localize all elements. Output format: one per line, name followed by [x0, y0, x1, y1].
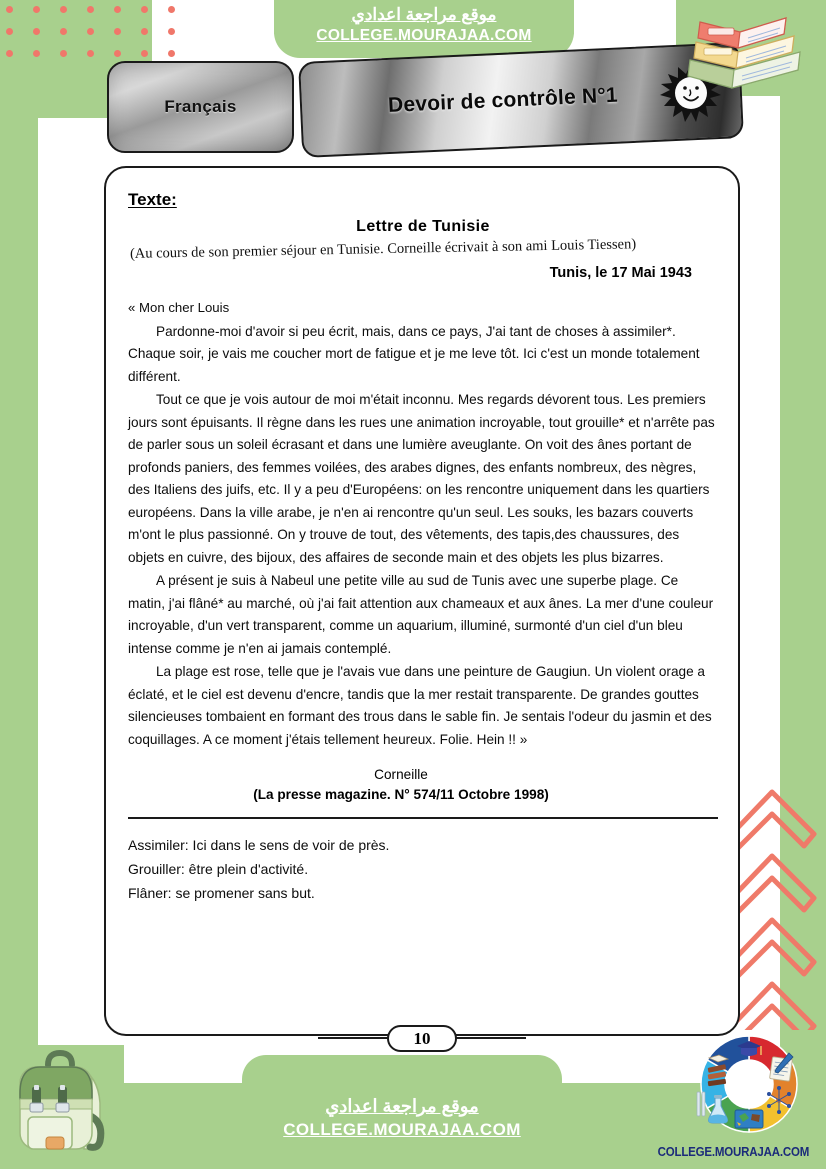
brand-url-bottom: COLLEGE.MOURAJAA.COM [283, 1120, 521, 1139]
letter-paragraph: La plage est rose, telle que je l'avais vue dans une peinture de Gaugiun. Un violent orage a éclaté, et le ciel est devenu d'encre, tandis que la mer restait transparente. De grandes gouttes silencieuses tombaient en formant des trous dans le sable fin. Je sentais l'odeur du jasmin et des coquillages. A ce moment j'étais tellement heureux. Folie. Hein !! » [128, 664, 712, 747]
brand-url-top: COLLEGE.MOURAJAA.COM [316, 27, 532, 44]
letter-body [128, 297, 718, 751]
letter-salutation: « Mon cher Louis [128, 300, 230, 315]
glossary-divider [128, 817, 718, 819]
dot [6, 6, 13, 13]
education-donut-logo [690, 1029, 808, 1139]
dot [60, 28, 67, 35]
backpack-illustration [14, 1041, 118, 1159]
document-subtitle: (Au cours de son premier séjour en Tunisie. Corneille écrivait à son ami Louis Tiessen) [129, 236, 637, 262]
dot [33, 28, 40, 35]
dot [33, 50, 40, 57]
brand-arabic-top: موقع مراجعة اعدادي [351, 5, 497, 24]
subject-tab [107, 61, 294, 153]
books-stack-illustration [682, 8, 808, 94]
dot [6, 50, 13, 57]
letter-paragraph: Tout ce que je vois autour de moi m'était inconnu. Mes regards dévorent tous. Les premiers jours sont épuisants. Il règne dans les rues une animation incroyable, tout grouille* et n'arrête pas de parler sous un soleil écrasant et dans une lumière aveuglante. On voit des ânes portant de profonds paniers, des femmes voilées, des arabes dignes, des enfants nombreux, des nègres, des Italiens des juifs, etc. Il y a peu d'Européens: on les rencontre uniquement dans les quartiers européens. Dans la ville arabe, je n'en ai rencontre qu'un seul. Les souks, les bazars couverts m'ont le plus passionné. On y trouve de tout, des vêtements, des tapis,des chaussures, des objets en cuivre, des bijoux, des affaires de seconde main et des objets les plus bizarres. [128, 392, 715, 565]
assessment-title-label: Devoir de contrôle N°1 [387, 83, 619, 118]
document-title: Lettre de Tunisie [356, 218, 490, 235]
dateline: Tunis, le 17 Mai 1943 [549, 265, 692, 281]
page-number: 10 [387, 1025, 457, 1052]
globe-map-icon [735, 1110, 763, 1128]
glossary-item: Flâner: se promener sans but. [128, 885, 315, 901]
dot [114, 6, 121, 13]
brand-banner-top [274, 4, 574, 46]
dot [60, 50, 67, 57]
brand-banner-bottom [242, 1093, 562, 1141]
worksheet-sheet [96, 48, 748, 1048]
letter-author: Corneille [374, 767, 428, 782]
page-number-rule-right [452, 1037, 526, 1039]
page-number-rule-left [318, 1037, 392, 1039]
dot [141, 6, 148, 13]
glossary-item: Grouiller: être plein d'activité. [128, 861, 309, 877]
brand-arabic-bottom: موقع مراجعة اعدادي [325, 1096, 479, 1116]
dot [87, 6, 94, 13]
worksheet-header [96, 48, 748, 156]
dot [168, 6, 175, 13]
glossary-list [128, 833, 718, 905]
dot [168, 28, 175, 35]
dot [60, 6, 67, 13]
green-left-strip [0, 0, 38, 1050]
subject-tab-label: Français [164, 97, 237, 116]
dot [114, 28, 121, 35]
brand-url-corner: COLLEGE.MOURAJAA.COM [657, 1145, 810, 1159]
document-paper [104, 166, 740, 1048]
dot [87, 50, 94, 57]
dot [141, 28, 148, 35]
letter-signature [128, 765, 718, 805]
green-bottom-tab [242, 1055, 562, 1089]
letter-source: (La presse magazine. N° 574/11 Octobre 1998) [253, 787, 549, 802]
dot [6, 28, 13, 35]
texte-label: Texte: [128, 190, 177, 209]
dot [87, 28, 94, 35]
letter-paragraph: A présent je suis à Nabeul une petite ville au sud de Tunis avec une superbe plage. Ce matin, j'ai flâné* au marché, où j'ai fait attention aux chameaux et aux ânes. La mer d'une couleur incroyable, d'un vert transparent, comme un aquarium, illuminé, surmonté d'un ciel d'un bleu intense comme je n'en ai jamais contemplé. [128, 573, 714, 656]
glossary-item: Assimiler: Ici dans le sens de voir de près. [128, 837, 390, 853]
letter-paragraph: Pardonne-moi d'avoir si peu écrit, mais, dans ce pays, J'ai tant de choses à assimiler*. Chaque soir, je vais me coucher mort de fatigue et je me leve tôt. Ici c'est un monde totalement différent. [128, 323, 700, 384]
dot [33, 6, 40, 13]
